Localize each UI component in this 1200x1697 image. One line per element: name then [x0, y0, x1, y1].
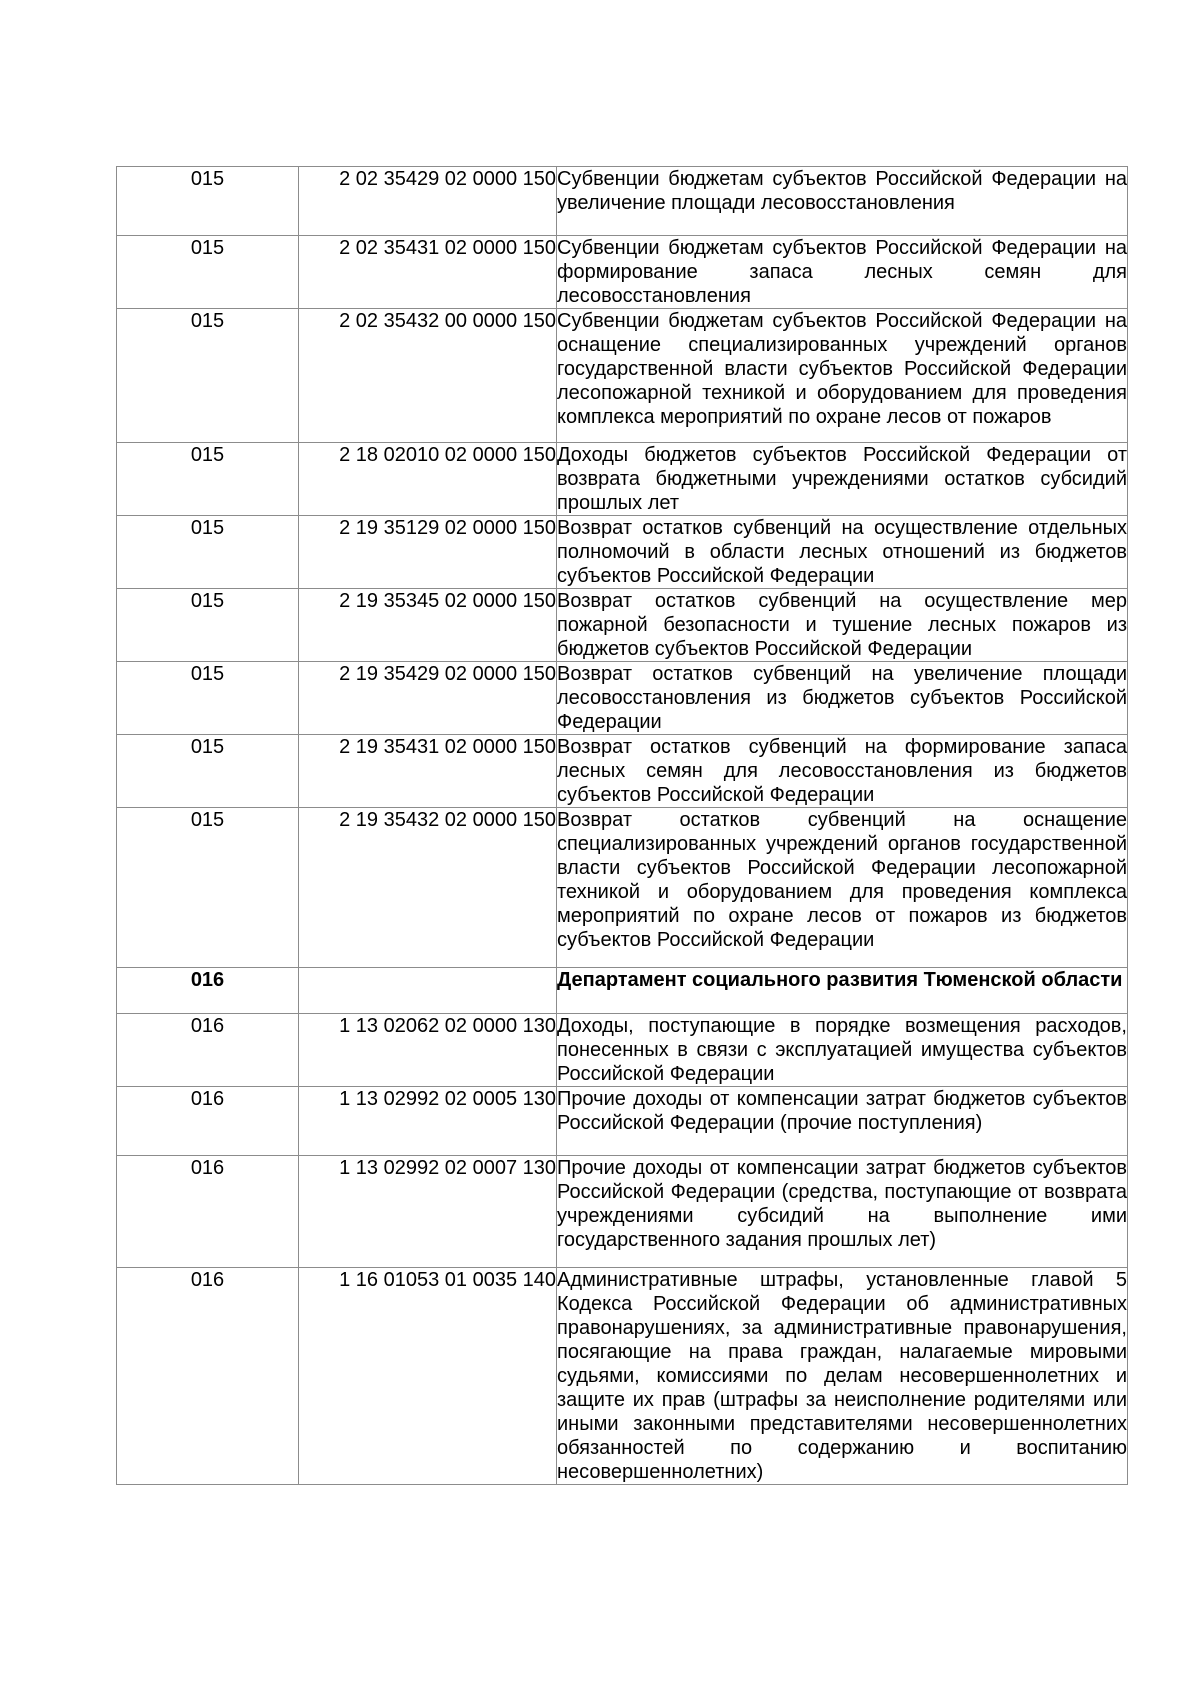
admin-code-cell: 016: [117, 1156, 299, 1268]
table-row: [117, 309, 1128, 443]
budget-code-cell: 2 19 35432 02 0000 150: [299, 808, 557, 968]
budget-code-cell: 1 13 02992 02 0007 130: [299, 1156, 557, 1268]
admin-code-cell: 016: [117, 1268, 299, 1485]
admin-code-cell: 015: [117, 735, 299, 808]
admin-code-cell: 015: [117, 309, 299, 443]
income-name-cell: Доходы бюджетов субъектов Российской Федерации от возврата бюджетными учреждениями остатков субсидий прошлых лет: [557, 444, 1127, 514]
table-row: [117, 662, 1128, 735]
budget-code-cell: 1 16 01053 01 0035 140: [299, 1268, 557, 1485]
table-row: [117, 1268, 1128, 1485]
table-row: [117, 808, 1128, 968]
table-row: [117, 589, 1128, 662]
income-name-cell: Возврат остатков субвенций на осуществление мер пожарной безопасности и тушение лесных пожаров из бюджетов субъектов Российской Федерации: [557, 590, 1127, 660]
table-row: [117, 443, 1128, 516]
admin-code-cell: 015: [117, 443, 299, 516]
admin-code-cell: 015: [117, 167, 299, 236]
income-name-cell: Возврат остатков субвенций на формирование запаса лесных семян для лесовосстановления из бюджетов субъектов Российской Федерации: [557, 736, 1127, 806]
table-body: [117, 167, 1128, 1485]
table-row: [117, 1156, 1128, 1268]
table-row: [117, 236, 1128, 309]
table-row: [117, 735, 1128, 808]
budget-code-cell: 2 02 35429 02 0000 150: [299, 167, 557, 236]
table-row: [117, 1087, 1128, 1156]
income-name-cell: Субвенции бюджетам субъектов Российской Федерации на формирование запаса лесных семян для лесовосстановления: [557, 237, 1127, 307]
admin-code-cell: 015: [117, 808, 299, 968]
income-name-cell: Департамент социального развития Тюменской области: [557, 968, 1128, 1014]
budget-code-cell: 2 19 35429 02 0000 150: [299, 662, 557, 735]
admin-code-cell: 015: [117, 516, 299, 589]
budget-code-cell: 1 13 02992 02 0005 130: [299, 1087, 557, 1156]
admin-code-cell: 016: [117, 1014, 299, 1087]
income-name-cell: Возврат остатков субвенций на оснащение специализированных учреждений органов государственной власти субъектов Российской Федерации лесопожарной техникой и оборудованием для проведения комплекса мероприятий по охране лесов от пожаров из бюджетов субъектов Российской Федерации: [557, 808, 1128, 968]
admin-code-cell: 015: [117, 589, 299, 662]
table-row: [117, 516, 1128, 589]
budget-code-cell: 2 19 35345 02 0000 150: [299, 589, 557, 662]
budget-code-cell: [299, 968, 557, 1014]
income-name-cell: Прочие доходы от компенсации затрат бюджетов субъектов Российской Федерации (средства, поступающие от возврата учреждениями субсидий на выполнение ими государственного задания прошлых лет): [557, 1156, 1128, 1268]
budget-code-cell: 2 02 35432 00 0000 150: [299, 309, 557, 443]
income-name-cell: Возврат остатков субвенций на увеличение площади лесовосстановления из бюджетов субъектов Российской Федерации: [557, 663, 1127, 733]
income-name-cell: Административные штрафы, установленные главой 5 Кодекса Российской Федерации об административных правонарушениях, за административные правонарушения, посягающие на права граждан, налагаемые мировыми судьями, комиссиями по делам несовершеннолетних и защите их прав (штрафы за неисполнение родителями или иными законными представителями несовершеннолетних обязанностей по содержанию и воспитанию несовершеннолетних): [557, 1269, 1127, 1483]
admin-code-cell: 015: [117, 662, 299, 735]
admin-code-cell: 016: [117, 1087, 299, 1156]
table-row: [117, 968, 1128, 1014]
budget-code-cell: 2 19 35431 02 0000 150: [299, 735, 557, 808]
income-name-cell: Субвенции бюджетам субъектов Российской Федерации на увеличение площади лесовосстановления: [557, 167, 1128, 236]
admin-code-cell: 015: [117, 236, 299, 309]
income-name-cell: Субвенции бюджетам субъектов Российской Федерации на оснащение специализированных учреждений органов государственной власти субъектов Российской Федерации лесопожарной техникой и оборудованием для проведения комплекса мероприятий по охране лесов от пожаров: [557, 309, 1128, 443]
income-name-cell: Доходы, поступающие в порядке возмещения расходов, понесенных в связи с эксплуатацией имущества субъектов Российской Федерации: [557, 1015, 1127, 1085]
admin-code-cell: 016: [117, 968, 299, 1014]
budget-code-cell: 2 02 35431 02 0000 150: [299, 236, 557, 309]
table-row: [117, 167, 1128, 236]
income-name-cell: Прочие доходы от компенсации затрат бюджетов субъектов Российской Федерации (прочие поступления): [557, 1087, 1128, 1156]
budget-code-cell: 2 18 02010 02 0000 150: [299, 443, 557, 516]
budget-code-cell: 2 19 35129 02 0000 150: [299, 516, 557, 589]
table-row: [117, 1014, 1128, 1087]
income-name-cell: Возврат остатков субвенций на осуществление отдельных полномочий в области лесных отношений из бюджетов субъектов Российской Федерации: [557, 517, 1127, 587]
budget-codes-table: [116, 166, 1128, 1485]
budget-code-cell: 1 13 02062 02 0000 130: [299, 1014, 557, 1087]
